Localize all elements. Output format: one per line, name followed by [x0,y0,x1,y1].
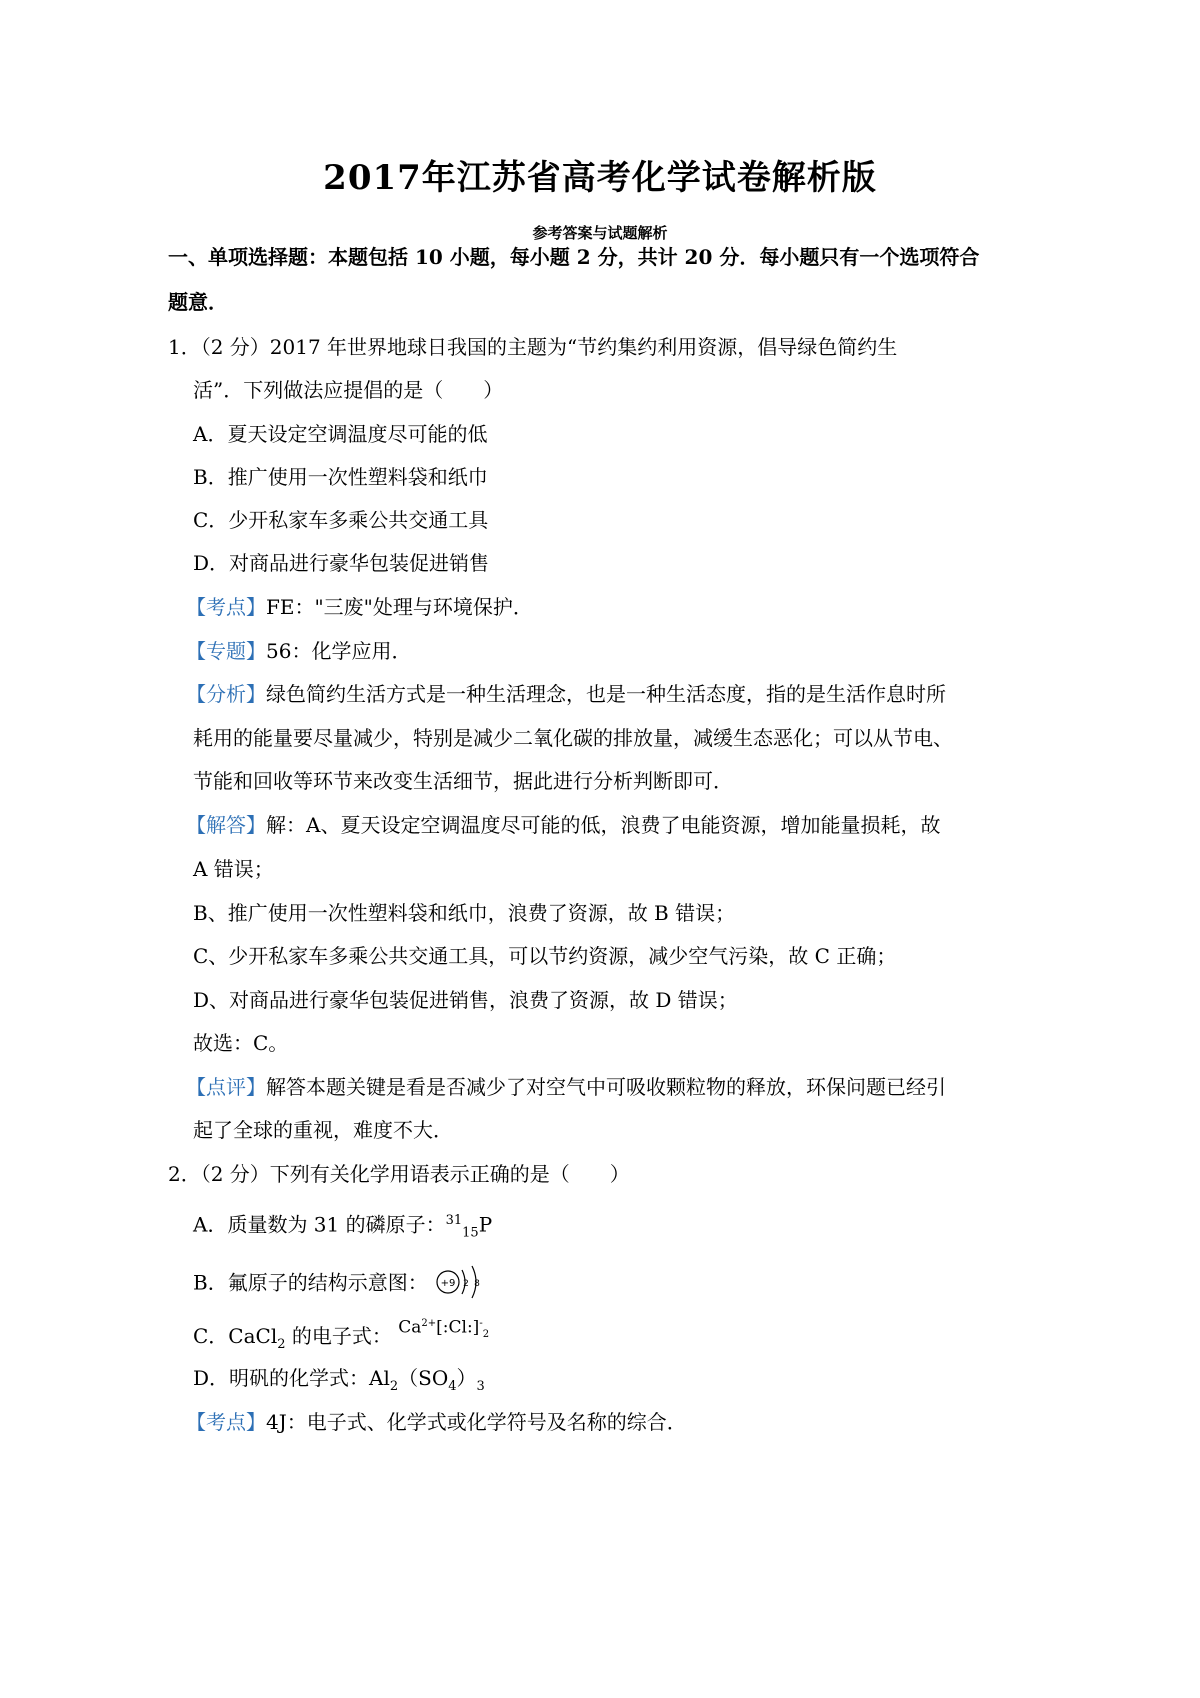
q2-kaodian-text: 4J：电子式、化学式或化学符号及名称的综合． [266,1410,687,1434]
q2-option-d-sub3: 3 [476,1379,485,1394]
q2-kaodian [186,1408,687,1436]
q1-fenxi-line2: 耗用的能量要尽量减少，特别是减少二氧化碳的排放量，减缓生态恶化；可以从节电、 [193,726,953,750]
electron-formula-cl-charge: - [479,1318,483,1329]
q2-option-a-text: A．质量数为 31 的磷原子： [193,1212,446,1237]
q1-dianping [186,1073,946,1101]
section-heading-line2: 题意． [168,290,228,314]
q2-stem: 2．（2 分）下列有关化学用语表示正确的是（ ） [168,1162,630,1186]
q1-option-b: B．推广使用一次性塑料袋和纸巾 [193,465,488,489]
q2-option-a-symbol: P [478,1212,493,1237]
q2-option-c [193,1318,489,1359]
page-title: 2017年江苏省高考化学试卷解析版 [323,158,877,198]
electron-formula-cl: [:Cl:] [436,1317,480,1338]
q1-stem-line1: 1．（2 分）2017 年世界地球日我国的主题为“节约集约利用资源，倡导绿色简约生 [168,335,898,359]
q1-kaodian-text: FE："三废"处理与环境保护． [266,595,533,619]
q1-zhuanti [186,637,411,665]
q2-option-c-sub: 2 [277,1337,286,1353]
electron-formula-ca: Ca [398,1317,422,1338]
q1-jieda-line3: B、推广使用一次性塑料袋和纸巾，浪费了资源，故 B 错误； [193,901,736,925]
q1-jieda-line6: 故选：C。 [193,1031,289,1055]
q2-kaodian-tag: 【考点】 [186,1410,266,1434]
q1-kaodian-tag: 【考点】 [186,595,266,619]
q1-jieda-line1: 解：A、夏天设定空调温度尽可能的低，浪费了电能资源，增加能量损耗，故 [266,813,941,837]
q2-option-c-pre: C．CaCl [193,1324,278,1349]
q1-jieda-line2: A 错误； [193,857,274,881]
q2-option-d-mid: （SO [398,1366,449,1390]
q2-option-a-mass: 31 [445,1213,463,1228]
diagram-shell2-count: 8 [474,1279,480,1289]
q1-fenxi-tag: 【分析】 [186,682,266,706]
cacl2-electron-formula [398,1310,489,1349]
q2-option-d-sub2: 4 [448,1379,457,1394]
q1-option-a: A．夏天设定空调温度尽可能的低 [193,422,488,446]
q2-option-d-pre: D．明矾的化学式：Al [193,1366,390,1390]
q2-option-a [193,1207,492,1248]
q2-option-a-number: 15 [462,1225,479,1241]
q1-option-d: D．对商品进行豪华包装促进销售 [193,551,490,575]
q1-fenxi [186,680,946,708]
q2-option-b [193,1262,486,1306]
q2-option-d-sub1: 2 [389,1379,399,1394]
q1-stem-line2: 活”．下列做法应提倡的是（ ） [193,378,504,402]
q1-fenxi-line3: 节能和回收等环节来改变生活细节，据此进行分析判断即可． [193,769,733,793]
q1-dianping-line1: 解答本题关键是看是否减少了对空气中可吸收颗粒物的释放，环保问题已经引 [266,1075,946,1099]
q1-dianping-tag: 【点评】 [186,1075,266,1099]
diagram-shell1-count: 2 [463,1279,469,1289]
q1-dianping-line2: 起了全球的重视，难度不大． [193,1118,453,1142]
fluorine-atom-structure-diagram [434,1262,486,1306]
q2-option-d [193,1364,485,1401]
q1-jieda-line4: C、少开私家车多乘公共交通工具，可以节约资源，减少空气污染，故 C 正确； [193,944,897,968]
q1-fenxi-line1: 绿色简约生活方式是一种生活理念，也是一种生活态度，指的是生活作息时所 [266,682,946,706]
page-subtitle: 参考答案与试题解析 [532,224,668,242]
section-heading-line1: 一、单项选择题：本题包括 10 小题，每小题 2 分，共计 20 分．每小题只有一个选项符合 [168,245,980,269]
q1-zhuanti-text: 56：化学应用． [266,639,412,663]
electron-formula-ca-charge: 2+ [421,1318,437,1329]
q2-option-d-close: ） [456,1366,477,1390]
diagram-nucleus-charge: +9 [440,1278,456,1289]
q1-zhuanti-tag: 【专题】 [186,639,266,663]
q1-option-c: C．少开私家车多乘公共交通工具 [193,508,489,532]
electron-formula-cl-sub: 2 [482,1329,490,1341]
q1-jieda [186,811,940,839]
q1-jieda-line5: D、对商品进行豪华包装促进销售，浪费了资源，故 D 错误； [193,988,738,1012]
q2-option-b-text: B．氟原子的结构示意图： [193,1270,428,1295]
q1-kaodian [186,593,533,621]
q1-jieda-tag: 【解答】 [186,813,266,837]
q2-option-c-post: 的电子式： [285,1324,392,1349]
